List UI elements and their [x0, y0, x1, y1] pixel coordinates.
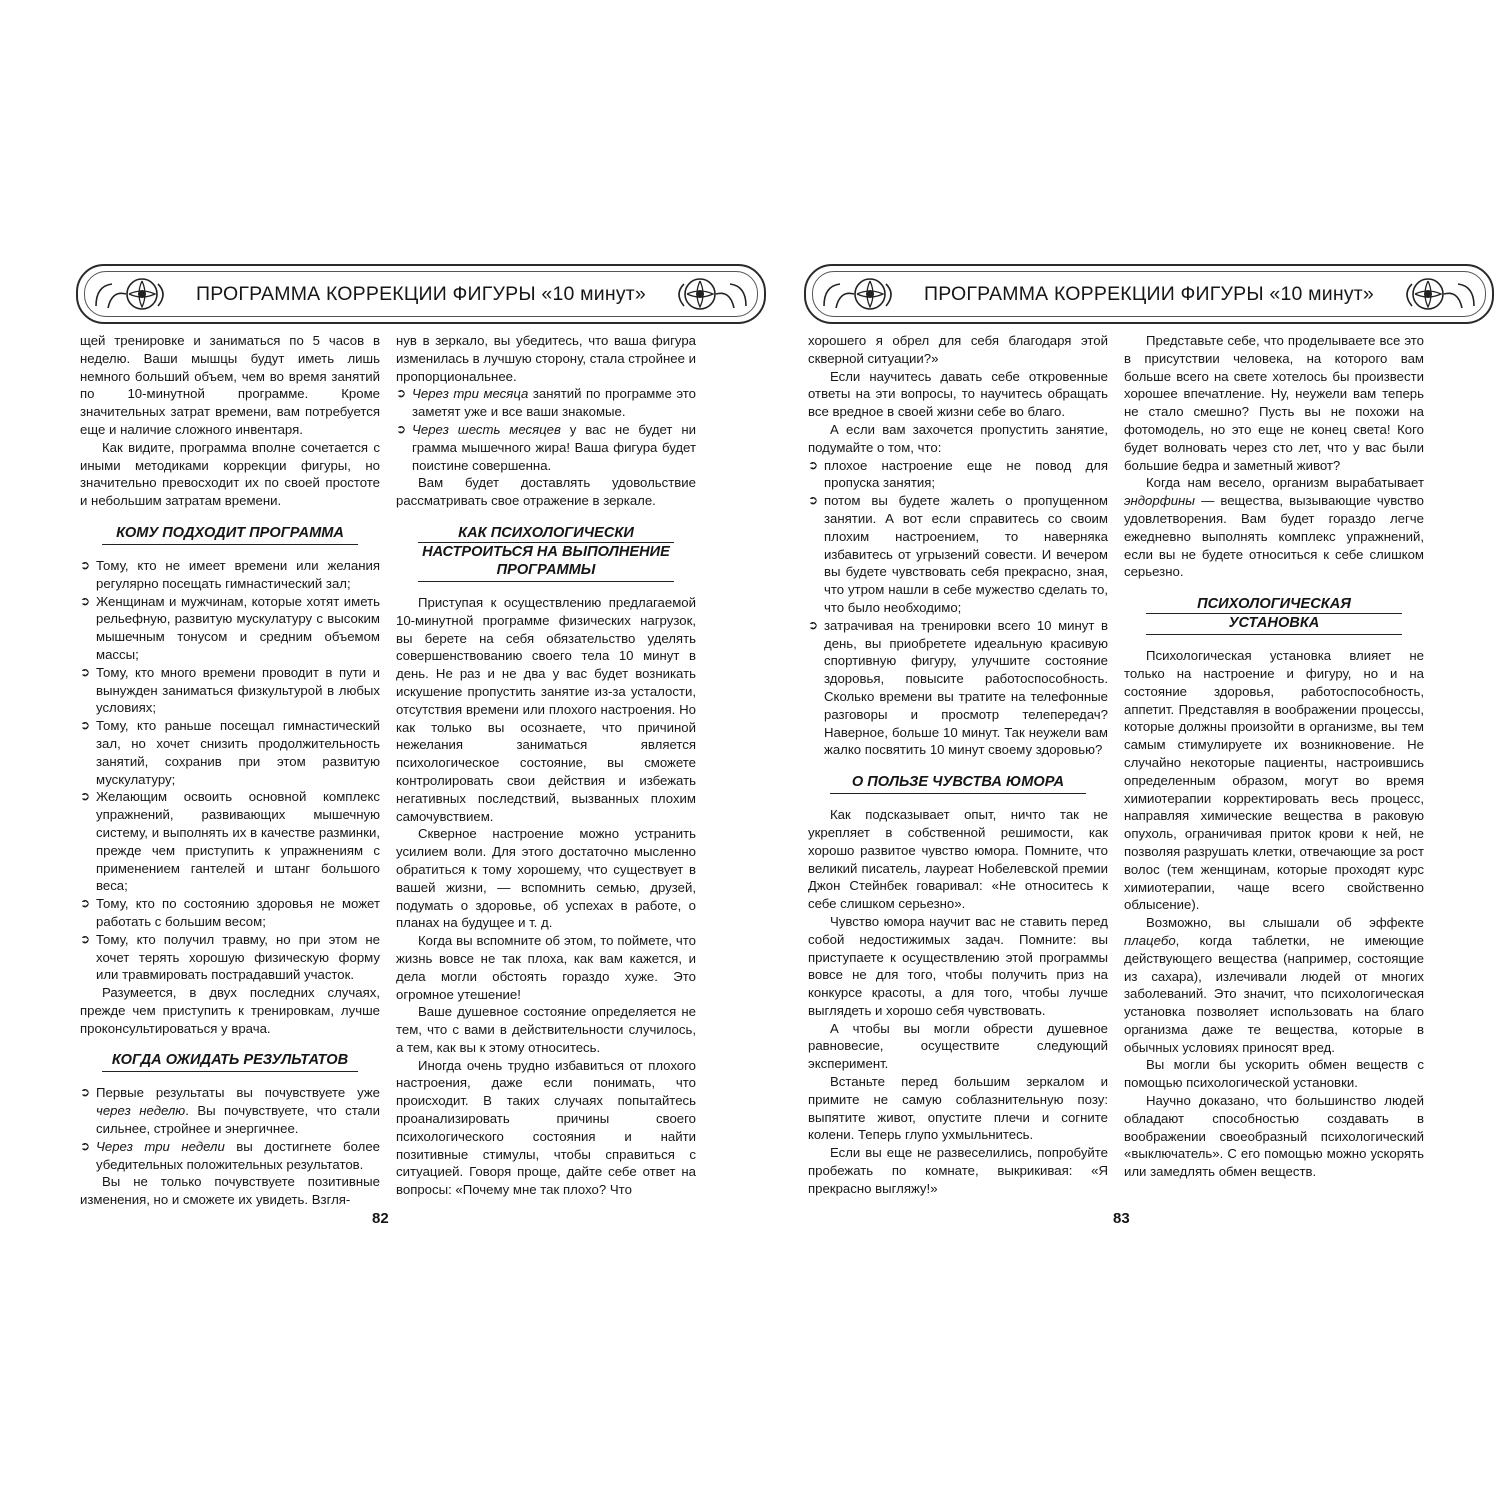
ornament-icon — [820, 272, 900, 316]
paragraph: Иногда очень трудно избавиться от плохого настроения, даже если понимать, что происходит. В таких случаях попытайтесь проанализировать причины своего психологического состояния и найти позитивные стимулы, чтобы справиться с ситуацией. Говоря проще, дайте себе ответ на вопросы: «Почему мне так плохо? Что — [396, 1057, 696, 1198]
paragraph: Психологическая установка влияет не только на настроение и фигуру, но и на состояние здоровья, работоспособность, аппетит. Представляя в воображении процессы, которые должны произойти в организме, вы тем самым стимулируете их возникновение. Не случайно некоторые пациенты, настроившись определенным образом, могут во время химиотерапии корректировать весь процесс, направляя химические вещества в раковую опухоль, ограничивая приток крови к ней, не позволяя разрушать клетки, отвечающие за рост волос (тем женщинам, которые проходят курс химиотерапии, чаще всего свойственно облысение). — [1124, 648, 1424, 913]
paragraph: Когда нам весело, организм вырабатывает эндорфины — вещества, вызывающие чувство удовлетворения. Вам будет гораздо легче ежедневно выполнять комплекс упражнений, если вы не будете относиться к себе слишком серьезно. — [1124, 475, 1424, 580]
paragraph: Ваше душевное состояние определяется не тем, что с вами в действительности случилось, а тем, как вы к этому относитесь. — [396, 1004, 696, 1055]
header-title: ПРОГРАММА КОРРЕКЦИИ ФИГУРЫ «10 минут» — [924, 282, 1374, 305]
paragraph: Когда вы вспомните об этом, то поймете, что жизнь вовсе не так плоха, как вам кажется, и дела могли обстоять гораздо хуже. Это огромное утешение! — [396, 933, 696, 1002]
section-heading: ПСИХОЛОГИЧЕСКАЯ УСТАНОВКА — [1146, 595, 1402, 635]
right-page — [804, 264, 1494, 1227]
arrow-bullet-icon: ➲ — [80, 718, 91, 733]
arrow-bullet-icon: ➲ — [80, 557, 91, 572]
arrow-bullet-icon: ➲ — [80, 1085, 91, 1100]
bullet-list — [396, 385, 696, 474]
arrow-bullet-icon: ➲ — [80, 1138, 91, 1153]
arrow-bullet-icon: ➲ — [80, 593, 91, 608]
arrow-bullet-icon: ➲ — [80, 664, 91, 679]
list-item: ➲ Тому, кто получил травму, но при этом не хочет терять хорошую физическую форму или травмировать пострадавший участок. — [80, 931, 380, 983]
paragraph: Приступая к осуществлению предлагаемой 10-минутной программе физических нагрузок, вы берете на себя обязательство уделять совершенствованию своего тела 10 минут в день. Не раз и не два у вас будет возникать искушение пропустить занятие из-за усталости, отсутствия времени или плохого настроения. Но как только вы осознаете, что причиной нежелания заниматься является психологическое состояние, вы сможете контролировать свои действия и избежать негативных последствий, вызванных плохим самочувствием. — [396, 594, 696, 824]
paragraph: нув в зеркало, вы убедитесь, что ваша фигура изменилась в лучшую сторону, стала стройнее и пропорциональнее. — [396, 333, 696, 384]
paragraph: А если вам захочется пропустить занятие, подумайте о том, что: — [808, 421, 1108, 455]
paragraph: Разумеется, в двух последних случаях, прежде чем приступить к тренировкам, лучше проконсультироваться у врача. — [80, 985, 380, 1036]
paragraph: Как подсказывает опыт, ничто так не укрепляет в собственной решимости, как хорошо развитое чувство юмора. Помните, что великий писатель, лауреат Нобелевской премии Джон Стейнбек говаривал: «Не относитесь к себе слишком серьезно». — [808, 807, 1108, 912]
paragraph: Как видите, программа вполне сочетается с иными методиками коррекции фигуры, но значительно превосходит их по своей простоте и небольшим затратам времени. — [80, 439, 380, 509]
list-item: ➲ Через три недели вы достигнете более убедительных положительных результатов. — [80, 1138, 380, 1172]
paragraph: Возможно, вы слышали об эффекте плацебо, когда таблетки, не имеющие действующего вещества (например, состоящие из сахара), излечивали людей от многих заболеваний. Это значит, что психологическая установка позволяет использовать на благо организма даже те вещества, которые в обычных условиях приносят вред. — [1124, 915, 1424, 1055]
paragraph: А чтобы вы могли обрести душевное равновесие, осуществите следующий эксперимент. — [808, 1020, 1108, 1072]
list-item: ➲ потом вы будете жалеть о пропущенном занятии. А вот если справитесь со своим плохим настроением, то наверняка избавитесь от угрызений совести. И вечером вы будете чувствовать себя прекрасно, зная, что утром нашли в себе мужество сделать то, что было необходимо; — [808, 493, 1108, 615]
page-header — [804, 264, 1494, 324]
arrow-bullet-icon: ➲ — [80, 931, 91, 946]
ornament-icon — [92, 272, 172, 316]
left-column-1 — [80, 332, 380, 1209]
arrow-bullet-icon: ➲ — [808, 617, 819, 632]
paragraph: Если научитесь давать себе откровенные ответы на эти вопросы, то научитесь обращать все вредное в своей жизни себе во благо. — [808, 368, 1108, 420]
list-item: ➲ Через шесть месяцев у вас не будет ни грамма мышечного жира! Ваша фигура будет поистине совершенна. — [396, 421, 697, 473]
paragraph: щей тренировке и заниматься по 5 часов в неделю. Ваши мышцы будут иметь лишь немного больший объем, чем во время занятий по 10-минутной программе. Кроме значительных затрат времени, вам потребуется еще и наличие сложного инвентаря. — [80, 333, 380, 437]
section-heading: КОМУ ПОДХОДИТ ПРОГРАММА — [102, 524, 358, 545]
paragraph: Вы могли бы ускорить обмен веществ с помощью психологической установки. — [1124, 1057, 1424, 1091]
paragraph: Представьте себе, что проделываете все это в присутствии человека, на которого вам больше всего на свете хотелось бы произвести хорошее впечатление. Ну, неужели вам теперь не стало смешно? Пусть вы не похожи на фотомодель, но это еще не конец света! Кого будет волновать через сто лет, что у вас были большие бедра и заметный живот? — [1124, 333, 1424, 473]
bullet-list — [80, 1084, 380, 1173]
list-item: ➲ Тому, кто по состоянию здоровья не может работать с большим весом; — [80, 896, 380, 929]
list-item: ➲ Желающим освоить основной комплекс упражнений, развивающих мышечную систему, и выполнять их в качестве разминки, прежде чем приступить к упражнениям с применением гантелей и штанг большого веса; — [80, 789, 380, 894]
arrow-bullet-icon: ➲ — [80, 789, 91, 804]
arrow-bullet-icon: ➲ — [396, 386, 407, 401]
arrow-bullet-icon: ➲ — [808, 457, 819, 472]
section-heading: КАК ПСИХОЛОГИЧЕСКИ НАСТРОИТЬСЯ НА ВЫПОЛНЕНИЕ ПРОГРАММЫ — [418, 524, 674, 582]
arrow-bullet-icon: ➲ — [808, 493, 819, 508]
list-item: ➲ Тому, кто раньше посещал гимнастический зал, но хочет снизить продолжительность занятий, сохранив при этом развитую мускулатуру; — [80, 718, 380, 787]
paragraph: хорошего я обрел для себя благодаря этой скверной ситуации?» — [808, 333, 1108, 366]
left-page — [76, 264, 766, 1227]
list-item: ➲ плохое настроение еще не повод для пропуска занятия; — [808, 457, 1108, 491]
paragraph: Чувство юмора научит вас не ставить перед собой недостижимых задач. Помните: вы приступаете к осуществлению этой программы вовсе не для того, чтобы получить приз на конкурсе красоты, а для того, чтобы лучше выглядеть и хорошо себя чувствовать. — [808, 913, 1108, 1018]
ornament-icon — [670, 272, 750, 316]
list-item: ➲ Тому, кто не имеет времени или желания регулярно посещать гимнастический зал; — [80, 557, 380, 591]
page-header — [76, 264, 766, 324]
section-heading: КОГДА ОЖИДАТЬ РЕЗУЛЬТАТОВ — [102, 1051, 358, 1072]
page-number: 82 — [372, 1210, 389, 1227]
list-item: ➲ затрачивая на тренировки всего 10 минут в день, вы приобретете идеальную красивую спортивную фигуру, улучшите состояние здоровья, повысите работоспособность. Сколько времени вы тратите на телефонные разговоры и просмотр телепередач? Наверное, больше 10 минут. Так неужели вам жалко посвятить 10 минут своему здоровью? — [808, 617, 1108, 758]
list-item: ➲ Женщинам и мужчинам, которые хотят иметь рельефную, развитую мускулатуру с высоким мышечным тонусом и средним объемом массы; — [80, 593, 380, 662]
section-heading: О ПОЛЬЗЕ ЧУВСТВА ЮМОРА — [830, 773, 1086, 794]
left-column-2 — [396, 332, 696, 1199]
list-item: ➲ Через три месяца занятий по программе это заметят уже и все ваши знакомые. — [396, 386, 696, 420]
paragraph: Если вы еще не развеселились, попробуйте пробежать по комнате, выкрикивая: «Я прекрасно выгляжу!» — [808, 1145, 1108, 1196]
right-column-2 — [1124, 332, 1424, 1181]
bullet-list — [808, 457, 1108, 760]
page-number: 83 — [1113, 1210, 1130, 1227]
arrow-bullet-icon: ➲ — [396, 421, 407, 436]
paragraph: Вы не только почувствуете позитивные изменения, но и сможете их увидеть. Взгля- — [80, 1174, 380, 1208]
ornament-icon — [1398, 272, 1478, 316]
paragraph: Скверное настроение можно устранить усилием воли. Для этого достаточно мысленно обратиться к тому хорошему, что существует в вашей жизни, — вспомнить семью, друзей, подумать о здоровье, об успехах в работе, о планах на будущее и т. д. — [396, 826, 696, 931]
paragraph: Встаньте перед большим зеркалом и примите не самую соблазнительную позу: выпятите живот, опустите плечи и согните колени. Теперь глупо ухмыльнитесь. — [808, 1074, 1108, 1143]
bullet-list — [80, 557, 380, 984]
paragraph: Научно доказано, что большинство людей обладают способностью создавать в воображении своеобразный психологический «выключатель». С его помощью можно ускорять или замедлять обмен веществ. — [1124, 1093, 1424, 1180]
header-title: ПРОГРАММА КОРРЕКЦИИ ФИГУРЫ «10 минут» — [196, 282, 646, 305]
list-item: ➲ Тому, кто много времени проводит в пути и вынужден заниматься физкультурой в любых условиях; — [80, 664, 380, 716]
paragraph: Вам будет доставлять удовольствие рассматривать свое отражение в зеркале. — [396, 475, 696, 509]
list-item: ➲ Первые результаты вы почувствуете уже через неделю. Вы почувствуете, что стали сильнее, стройнее и энергичнее. — [80, 1085, 380, 1137]
right-column-1 — [808, 332, 1108, 1198]
arrow-bullet-icon: ➲ — [80, 896, 91, 911]
